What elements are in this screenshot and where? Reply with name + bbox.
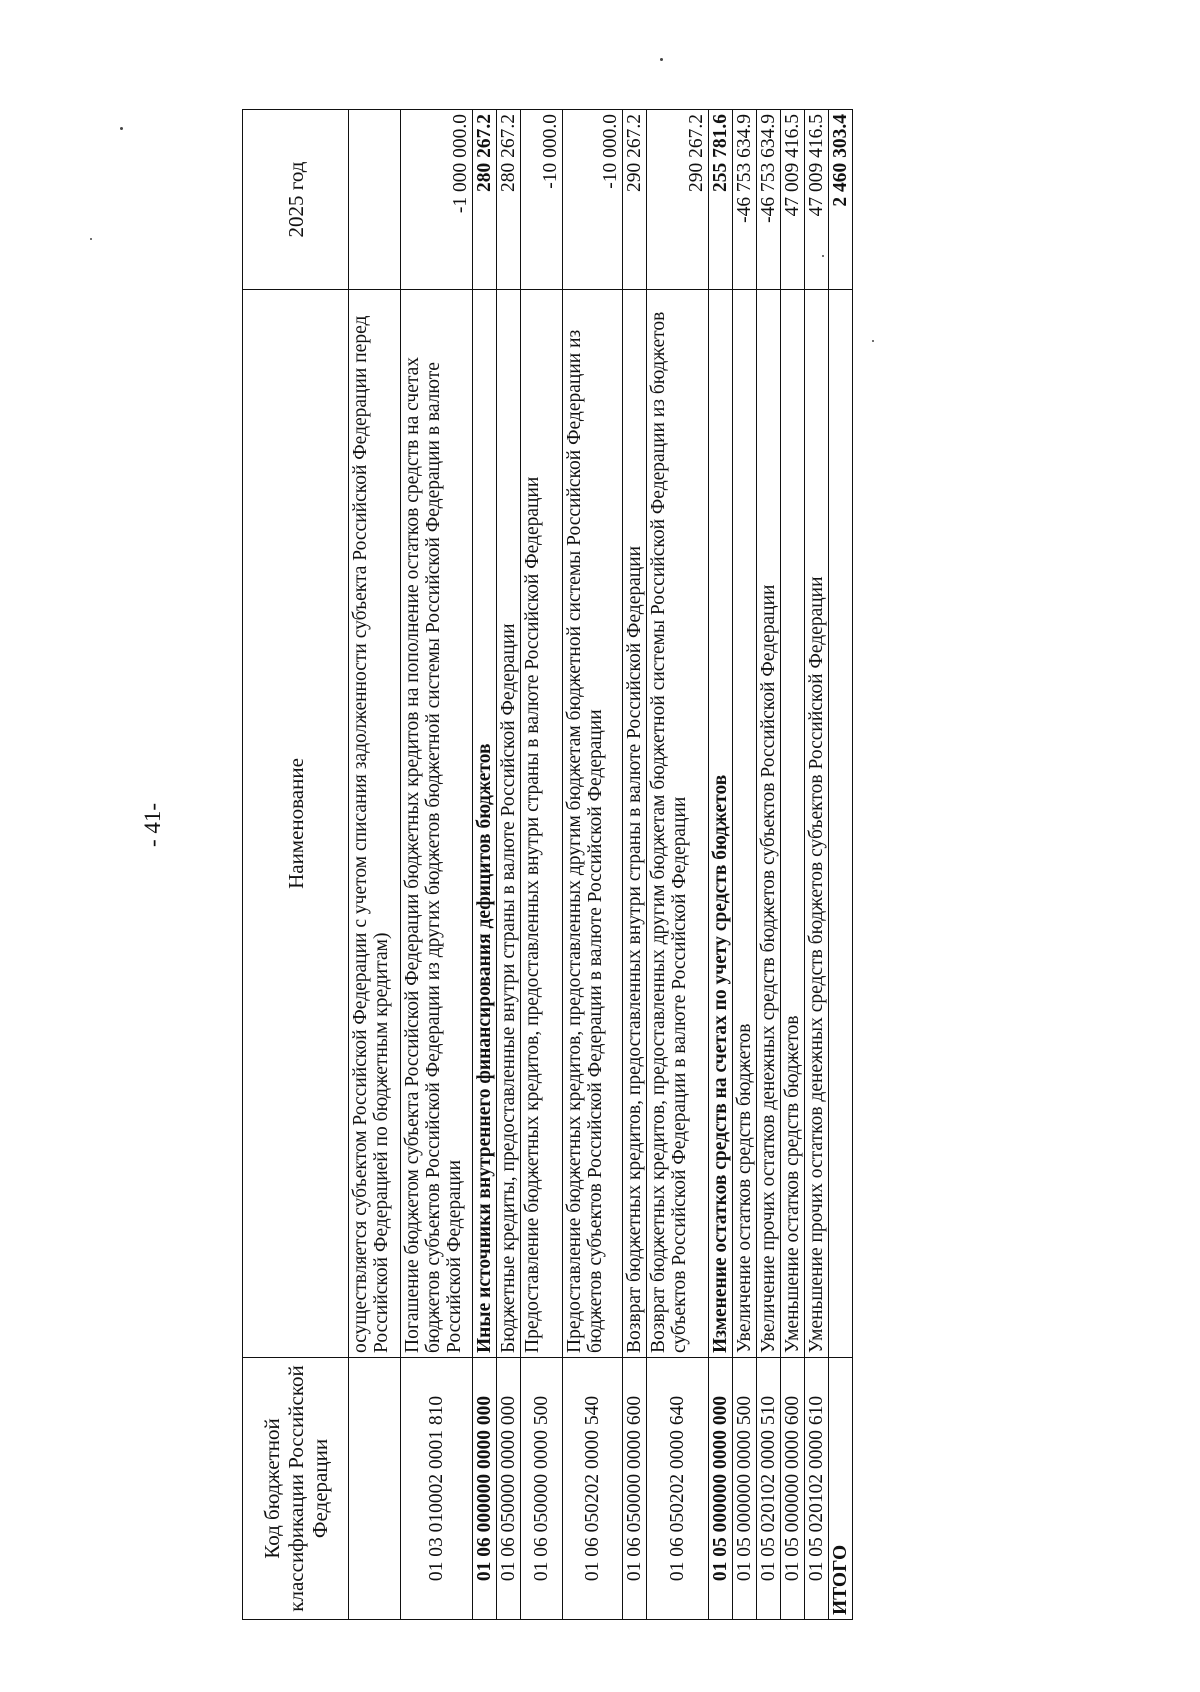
- cell-value: [349, 110, 401, 290]
- table-row: [805, 110, 829, 1620]
- cell-code: 01 05 020102 0000 510: [757, 1358, 781, 1620]
- cell-name: Уменьшение остатков средств бюджетов: [781, 290, 805, 1358]
- cell-code: 01 06 050202 0000 540: [563, 1358, 623, 1620]
- cell-name: [829, 290, 853, 1358]
- table-row: [781, 110, 805, 1620]
- scan-speck: [822, 255, 824, 257]
- cell-code: 01 05 000000 0000 500: [733, 1358, 757, 1620]
- cell-value: 255 781.6: [709, 110, 733, 290]
- cell-value: -46 753 634.9: [757, 110, 781, 290]
- cell-value: -46 753 634.9: [733, 110, 757, 290]
- table-body: [349, 110, 853, 1620]
- cell-code: 01 06 000000 0000 000: [473, 1358, 497, 1620]
- table-row: [829, 110, 853, 1620]
- cell-name: Предоставление бюджетных кредитов, предоставленных другим бюджетам бюджетной системы Российской Федерации из бюджетов субъектов Российской Федерации в валюте Российской Федерации: [563, 290, 623, 1358]
- header-name: Наименование: [243, 290, 349, 1358]
- cell-code: 01 05 020102 0000 610: [805, 1358, 829, 1620]
- cell-code: ИТОГО: [829, 1358, 853, 1620]
- cell-value: 290 267.2: [647, 110, 709, 290]
- header-year: 2025 год: [243, 110, 349, 290]
- cell-code: [349, 1358, 401, 1620]
- table-row: [623, 110, 647, 1620]
- cell-name: Погашение бюджетом субъекта Российской Федерации бюджетных кредитов на пополнение остатков средств на счетах бюджетов субъектов Российской Федерации из других бюджетов бюджетной системы Российской Федерации в валюте Российской Федерации: [401, 290, 473, 1358]
- table-row: [497, 110, 521, 1620]
- cell-value: 290 267.2: [623, 110, 647, 290]
- cell-value: 2 460 303.4: [829, 110, 853, 290]
- cell-name: осуществляется субъектом Российской Федерации с учетом списания задолженности субъекта Российской Федерации перед Российской Федерацией по бюджетным кредитам): [349, 290, 401, 1358]
- cell-value: -10 000.0: [521, 110, 563, 290]
- cell-value: 47 009 416.5: [805, 110, 829, 290]
- table-row: [563, 110, 623, 1620]
- cell-value: 47 009 416.5: [781, 110, 805, 290]
- table-row: [401, 110, 473, 1620]
- cell-code: 01 06 050000 0000 000: [497, 1358, 521, 1620]
- table-row: [349, 110, 401, 1620]
- table-row: [709, 110, 733, 1620]
- cell-name: Уменьшение прочих остатков денежных средств бюджетов субъектов Российской Федерации: [805, 290, 829, 1358]
- cell-name: Иные источники внутреннего финансирования дефицитов бюджетов: [473, 290, 497, 1358]
- page-number: - 41-: [140, 802, 165, 848]
- header-code: Код бюджетной классификации Российской Федерации: [243, 1358, 349, 1620]
- cell-name: Бюджетные кредиты, предоставленные внутри страны в валюте Российской Федерации: [497, 290, 521, 1358]
- scan-speck: [120, 127, 123, 130]
- cell-value: -1 000 000.0: [401, 110, 473, 290]
- cell-name: Возврат бюджетных кредитов, предоставленных внутри страны в валюте Российской Федерации: [623, 290, 647, 1358]
- scan-speck: [90, 238, 92, 240]
- cell-name: Изменение остатков средств на счетах по учету средств бюджетов: [709, 290, 733, 1358]
- table-row: [757, 110, 781, 1620]
- cell-value: 280 267.2: [497, 110, 521, 290]
- cell-code: 01 06 050000 0000 500: [521, 1358, 563, 1620]
- budget-sources-table: [242, 109, 853, 1620]
- cell-value: 280 267.2: [473, 110, 497, 290]
- table-header-row: [243, 110, 349, 1620]
- cell-name: Увеличение прочих остатков денежных средств бюджетов субъектов Российской Федерации: [757, 290, 781, 1358]
- cell-name: Возврат бюджетных кредитов, предоставленных другим бюджетам бюджетной системы Российской Федерации из бюджетов субъектов Российской Федерации в валюте Российской Федерации: [647, 290, 709, 1358]
- cell-code: 01 06 050000 0000 600: [623, 1358, 647, 1620]
- cell-code: 01 06 050202 0000 640: [647, 1358, 709, 1620]
- cell-value: -10 000.0: [563, 110, 623, 290]
- table-row: [473, 110, 497, 1620]
- cell-name: Увеличение остатков средств бюджетов: [733, 290, 757, 1358]
- cell-name: Предоставление бюджетных кредитов, предоставленных внутри страны в валюте Российской Федерации: [521, 290, 563, 1358]
- cell-code: 01 05 000000 0000 000: [709, 1358, 733, 1620]
- table-row: [521, 110, 563, 1620]
- scan-speck: [872, 340, 874, 342]
- cell-code: 01 05 000000 0000 600: [781, 1358, 805, 1620]
- scan-speck: [660, 58, 663, 61]
- cell-code: 01 03 010002 0001 810: [401, 1358, 473, 1620]
- table-row: [733, 110, 757, 1620]
- table-row: [647, 110, 709, 1620]
- rotated-page: [140, 50, 860, 1620]
